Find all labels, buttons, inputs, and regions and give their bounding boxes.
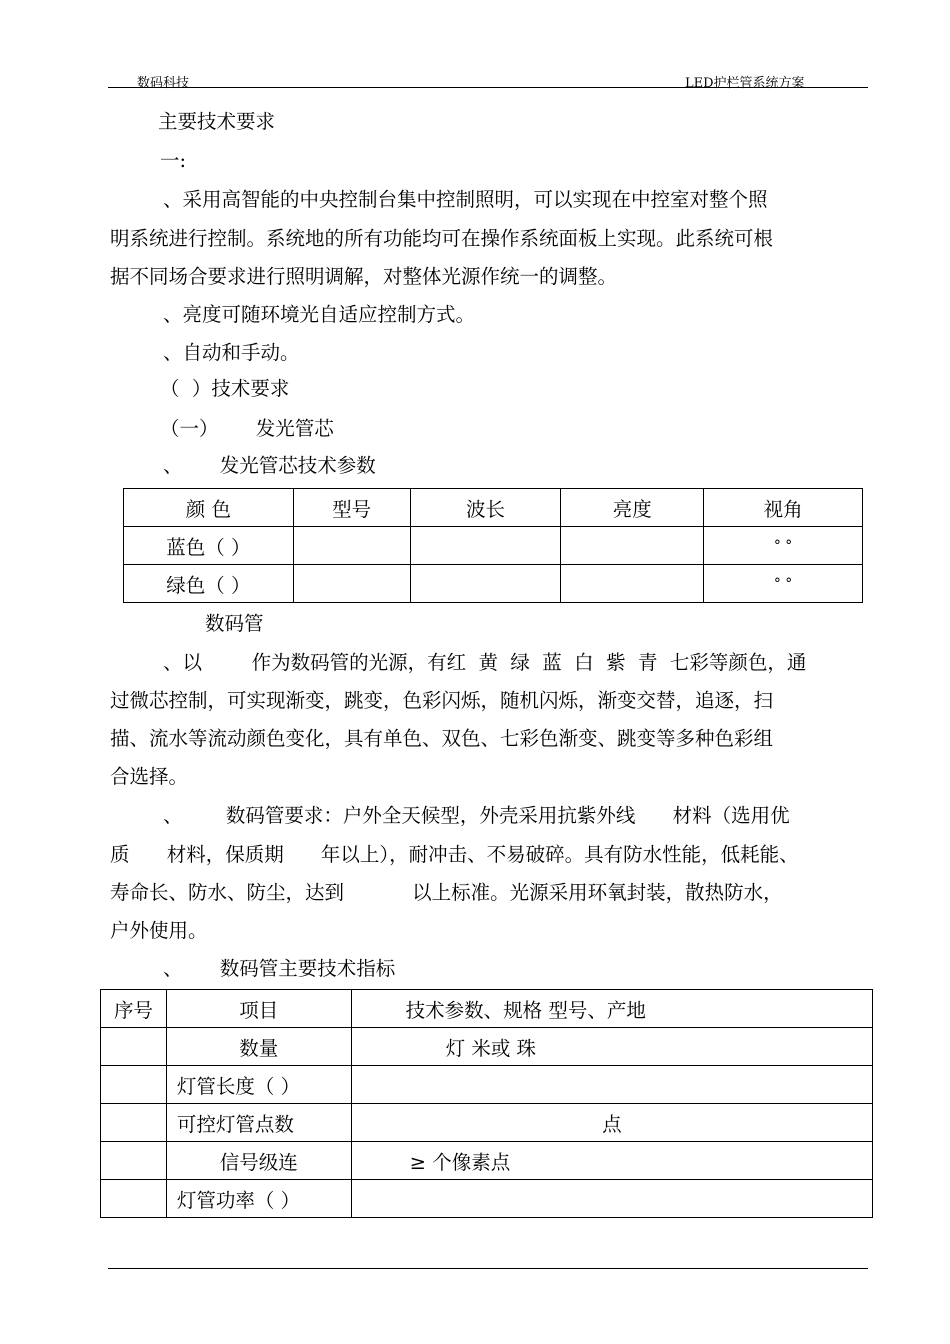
- digital-tube-spec-table: [100, 989, 873, 1218]
- cell: [410, 527, 561, 565]
- footer-rule: [108, 1268, 868, 1269]
- cell: 数量: [166, 1028, 351, 1066]
- col-angle: 视角: [704, 489, 863, 527]
- cell: 信号级连: [166, 1142, 351, 1180]
- cell: [351, 1180, 872, 1218]
- p2-line4: 户外使用。: [110, 919, 208, 942]
- sub-section-one: （一） 发光管芯: [160, 417, 334, 440]
- cell: ° °: [704, 565, 863, 603]
- col-spec: 技术参数、规格 型号、产地: [351, 990, 872, 1028]
- col-model: 型号: [293, 489, 410, 527]
- col-wavelength: 波长: [410, 489, 561, 527]
- table-row: [124, 527, 863, 565]
- cell: ° °: [704, 527, 863, 565]
- table-row: [101, 1142, 873, 1180]
- p1-line2: 过微芯控制，可实现渐变，跳变，色彩闪烁，随机闪烁，渐变交替，追逐，扫: [110, 689, 774, 712]
- header-right: LED护栏管系统方案: [685, 76, 805, 91]
- cell: [561, 565, 704, 603]
- p2-line2: 质 材料，保质期 年以上），耐冲击、不易破碎。具有防水性能，低耗能、: [110, 843, 799, 866]
- header-left: 数码科技: [137, 76, 190, 91]
- cell: 灯管长度（ ）: [166, 1066, 351, 1104]
- p1-line4: 合选择。: [110, 765, 189, 788]
- tech-requirements: （ ）技术要求: [160, 377, 290, 400]
- p1-line3: 描、流水等流动颜色变化，具有单色、双色、七彩色渐变、跳变等多种色彩组: [110, 727, 774, 750]
- cell: 绿色（ ）: [124, 565, 294, 603]
- cell: 灯管功率（ ）: [166, 1180, 351, 1218]
- cell: [101, 1028, 167, 1066]
- header-rule: [108, 87, 868, 88]
- cell: 灯 米或 珠: [351, 1028, 872, 1066]
- param-title: 、 发光管芯技术参数: [163, 454, 376, 477]
- cell: [351, 1066, 872, 1104]
- cell: [561, 527, 704, 565]
- col-index: 序号: [101, 990, 167, 1028]
- heading: 主要技术要求: [158, 110, 276, 133]
- digital-tube-heading: 数码管: [205, 612, 264, 635]
- item1-line2: 明系统进行控制。系统地的所有功能均可在操作系统面板上实现。此系统可根: [110, 227, 774, 250]
- p2-line1: 、 数码管要求：户外全天候型，外壳采用抗紫外线 材料（选用优: [163, 804, 790, 827]
- table-row: [124, 565, 863, 603]
- col-brightness: 亮度: [561, 489, 704, 527]
- table-row: [101, 1104, 873, 1142]
- table-header-row: [101, 990, 873, 1028]
- cell: 点: [351, 1104, 872, 1142]
- cell: 蓝色（ ）: [124, 527, 294, 565]
- col-color: 颜 色: [124, 489, 294, 527]
- item2: 、亮度可随环境光自适应控制方式。: [163, 303, 476, 326]
- item1-line1: 、采用高智能的中央控制台集中控制照明，可以实现在中控室对整个照: [163, 188, 768, 211]
- cell: [293, 527, 410, 565]
- table-row: [101, 1180, 873, 1218]
- cell: [101, 1142, 167, 1180]
- cell: [101, 1104, 167, 1142]
- cell: [101, 1066, 167, 1104]
- p2-line3: 寿命长、防水、防尘，达到 以上标准。光源采用环氧封装，散热防水，: [110, 881, 783, 904]
- cell: [101, 1180, 167, 1218]
- led-param-table: [123, 488, 863, 603]
- cell: [293, 565, 410, 603]
- table-row: [101, 1066, 873, 1104]
- table2-title: 、 数码管主要技术指标: [163, 957, 396, 980]
- item1-line3: 据不同场合要求进行照明调解，对整体光源作统一的调整。: [110, 265, 618, 288]
- cell: [410, 565, 561, 603]
- table-header-row: [124, 489, 863, 527]
- item3: 、自动和手动。: [163, 341, 300, 364]
- col-item: 项目: [166, 990, 351, 1028]
- section-one: 一:: [160, 149, 187, 172]
- cell: ≥ 个像素点: [351, 1142, 872, 1180]
- table-row: [101, 1028, 873, 1066]
- cell: 可控灯管点数: [166, 1104, 351, 1142]
- p1-line1: 、以 作为数码管的光源，有红 黄 绿 蓝 白 紫 青 七彩等颜色，通: [163, 651, 807, 674]
